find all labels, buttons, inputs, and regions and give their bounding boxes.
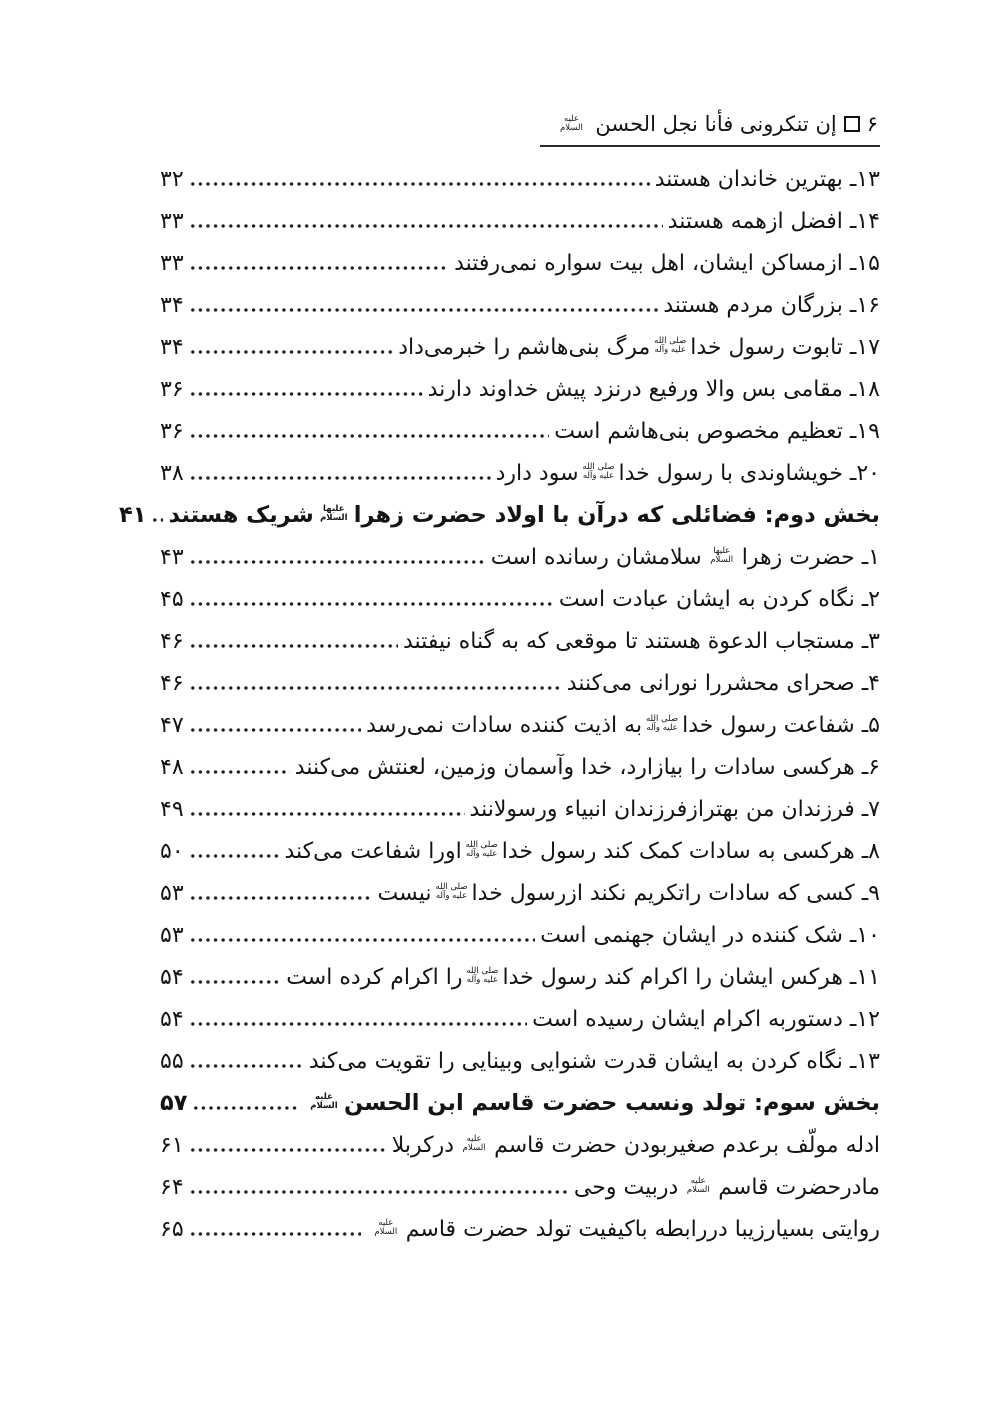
toc-entry-title: روایتی بسیارزیبا دررابطه باکیفیت تولد حضرت قاسم	[405, 1216, 880, 1242]
toc-entry-title-cont: نیست	[377, 880, 432, 906]
toc-page-number: ۶۴	[160, 1174, 184, 1200]
toc-entry-title: ۱۱ـ هرکس ایشان را اکرام کند رسول خدا	[502, 964, 880, 990]
toc-page-number: ۴۸	[160, 754, 184, 780]
toc-row	[160, 739, 880, 781]
toc-row	[160, 277, 880, 319]
dot-leader	[189, 180, 650, 187]
toc-page-number: ۴۵	[160, 586, 184, 612]
toc-entry-title: ۲ـ نگاه کردن به ایشان عبادت است	[558, 586, 880, 612]
dot-leader	[189, 474, 491, 481]
header-title: إن تنكرونى فأنا نجل الحسن	[595, 112, 837, 136]
toc-page-number: ۳۲	[160, 166, 184, 192]
honorific-mark: عليها السلام	[320, 503, 348, 524]
toc-list	[119, 151, 880, 1243]
dot-leader	[189, 1146, 387, 1153]
toc-page-number: ۴۶	[160, 628, 184, 654]
dot-leader	[189, 600, 554, 607]
toc-entry-title: ۱۶ـ بزرگان مردم هستند	[663, 292, 880, 318]
toc-row	[160, 151, 880, 193]
dot-leader	[189, 558, 486, 565]
square-bullet-icon	[844, 116, 860, 132]
toc-row	[160, 529, 880, 571]
dot-leader	[189, 894, 373, 901]
toc-section-row	[160, 1075, 880, 1117]
toc-entry-title-cont: سود دارد	[495, 460, 579, 486]
toc-entry-title: ۱۹ـ تعظیم مخصوص بنی‌هاشم است	[554, 418, 880, 444]
toc-row	[160, 949, 880, 991]
honorific-mark: عليه السلام	[310, 1091, 338, 1112]
dot-leader	[189, 810, 465, 817]
toc-page-number: ۴۷	[160, 712, 184, 738]
dot-leader	[189, 936, 536, 943]
toc-page-number: ۵۴	[160, 1006, 184, 1032]
dot-leader	[189, 978, 282, 985]
toc-page-number: ۴۳	[160, 544, 184, 570]
toc-page-number: ۶۱	[160, 1132, 184, 1158]
toc-row	[160, 697, 880, 739]
toc-page-number: ۵۷	[160, 1089, 188, 1116]
dot-leader	[189, 1230, 361, 1237]
dot-leader	[189, 1020, 527, 1027]
toc-page-number: ۳۴	[160, 334, 184, 360]
dot-leader	[189, 726, 362, 733]
toc-entry-title: مادرحضرت قاسم	[718, 1174, 880, 1200]
toc-entry-title: ۱۸ـ مقامی بس والا ورفیع درنزد پیش خداوند دارند	[427, 376, 880, 402]
toc-page-number: ۳۸	[160, 460, 184, 486]
dot-leader	[189, 264, 449, 271]
toc-entry-title: ۷ـ فرزندان من بهترازفرزندان انبیاء ورسولانند	[469, 796, 880, 822]
toc-section-title-cont: شریک هستند	[168, 501, 314, 528]
toc-row	[160, 571, 880, 613]
toc-section-row	[119, 487, 880, 529]
running-header	[540, 112, 880, 147]
toc-entry-title-cont: سلامشان رسانده است	[490, 544, 702, 570]
toc-row	[160, 1117, 880, 1159]
honorific-mark: صلى الله عليه وآله	[646, 713, 679, 734]
toc-entry-title-cont: را اکرام کرده است	[286, 964, 463, 990]
toc-row	[160, 403, 880, 445]
toc-row	[160, 319, 880, 361]
toc-entry-title-cont: دربیت وحی	[573, 1174, 679, 1200]
honorific-mark: صلى الله عليه وآله	[466, 965, 499, 986]
honorific-mark: عليه السلام	[462, 1133, 486, 1154]
toc-page-number: ۵۰	[160, 838, 184, 864]
toc-entry-title-cont: اورا شفاعت می‌کند	[284, 838, 462, 864]
toc-entry-title: ۴ـ صحرای محشررا نورانی می‌کنند	[566, 670, 880, 696]
toc-entry-title: ۹ـ کسی که سادات راتکریم نکند ازرسول خدا	[471, 880, 880, 906]
toc-page-number: ۳۶	[160, 418, 184, 444]
toc-page-number: ۳۳	[160, 250, 184, 276]
toc-row	[160, 613, 880, 655]
toc-row	[160, 445, 880, 487]
toc-entry-title: ۵ـ شفاعت رسول خدا	[682, 712, 880, 738]
toc-entry-title: ۱۲ـ دستوربه اکرام ایشان رسیده است	[532, 1006, 880, 1032]
honorific-mark: عليه السلام	[686, 1175, 710, 1196]
dot-leader	[189, 684, 562, 691]
toc-entry-title: ۶ـ هرکسی سادات را بیازارد، خدا وآسمان وزمین، لعنتش می‌کنند	[294, 754, 880, 780]
toc-page-number: ۴۱	[119, 501, 147, 528]
honorific-mark: عليه السلام	[559, 113, 583, 134]
honorific-mark: صلى الله عليه وآله	[435, 881, 468, 902]
toc-page-number: ۶۵	[160, 1216, 184, 1242]
toc-entry-title: ۱۳ـ بهترین خاندان هستند	[654, 166, 880, 192]
toc-row	[160, 1159, 880, 1201]
dot-leader	[189, 1188, 569, 1195]
toc-row	[160, 865, 880, 907]
toc-row	[160, 1201, 880, 1243]
toc-row	[160, 907, 880, 949]
toc-page-number: ۳۶	[160, 376, 184, 402]
toc-row	[160, 655, 880, 697]
toc-entry-title-cont: به اذیت کننده سادات نمی‌رسد	[366, 712, 643, 738]
toc-page-number: ۳۳	[160, 208, 184, 234]
toc-page-number: ۴۹	[160, 796, 184, 822]
toc-entry-title: ۱۷ـ تابوت رسول خدا	[690, 334, 880, 360]
dot-leader	[151, 516, 163, 523]
toc-entry-title: ۳ـ مستجاب الدعوة هستند تا موقعی که به گناه نیفتند	[403, 628, 880, 654]
toc-section-title: بخش دوم: فضائلی که درآن با اولاد حضرت زهرا	[353, 501, 880, 528]
dot-leader	[189, 306, 659, 313]
header-page-number: ۶	[866, 112, 878, 136]
toc-entry-title: ۱۴ـ افضل ازهمه هستند	[667, 208, 880, 234]
toc-entry-title: ۱ـ حضرت زهرا	[741, 544, 880, 570]
toc-entry-title: ۸ـ هرکسی به سادات کمک کند رسول خدا	[501, 838, 880, 864]
toc-entry-title: ۱۵ـ ازمساکن ایشان، اهل بیت سواره نمی‌رفتند	[454, 250, 880, 276]
toc-row	[160, 823, 880, 865]
honorific-mark: صلى الله عليه وآله	[654, 335, 687, 356]
toc-entry-title: ۱۰ـ شک کننده در ایشان جهنمی است	[540, 922, 880, 948]
toc-row	[160, 235, 880, 277]
dot-leader	[189, 348, 394, 355]
toc-entry-title-cont: درکربلا	[391, 1132, 455, 1158]
toc-page-number: ۵۴	[160, 964, 184, 990]
toc-row	[160, 1033, 880, 1075]
toc-entry-title: ۱۳ـ نگاه کردن به ایشان قدرت شنوایی وبینایی را تقویت می‌کند	[308, 1048, 880, 1074]
toc-row	[160, 991, 880, 1033]
honorific-mark: صلى الله عليه وآله	[465, 839, 498, 860]
dot-leader	[189, 390, 423, 397]
toc-section-title: بخش سوم: تولد ونسب حضرت قاسم ابن الحسن	[343, 1089, 880, 1116]
honorific-mark: صلى الله عليه وآله	[582, 461, 615, 482]
dot-leader	[189, 768, 290, 775]
toc-entry-title: ادله مولّف برعدم صغیربودن حضرت قاسم	[494, 1132, 880, 1158]
toc-entry-title: ۲۰ـ خویشاوندی با رسول خدا	[618, 460, 880, 486]
honorific-mark: عليها السلام	[710, 545, 734, 566]
toc-page-number: ۴۶	[160, 670, 184, 696]
dot-leader	[189, 1062, 304, 1069]
toc-row	[160, 781, 880, 823]
dot-leader	[192, 1104, 298, 1111]
toc-page-number: ۵۳	[160, 922, 184, 948]
dot-leader	[189, 852, 280, 859]
toc-page-number: ۵۳	[160, 880, 184, 906]
dot-leader	[189, 432, 550, 439]
dot-leader	[189, 222, 663, 229]
toc-entry-title-cont: مرگ بنی‌هاشم را خبرمی‌داد	[398, 334, 651, 360]
honorific-mark: عليه السلام	[374, 1217, 398, 1238]
toc-row	[160, 193, 880, 235]
toc-row	[160, 361, 880, 403]
toc-page-number: ۳۴	[160, 292, 184, 318]
toc-page-number: ۵۵	[160, 1048, 184, 1074]
dot-leader	[189, 642, 398, 649]
